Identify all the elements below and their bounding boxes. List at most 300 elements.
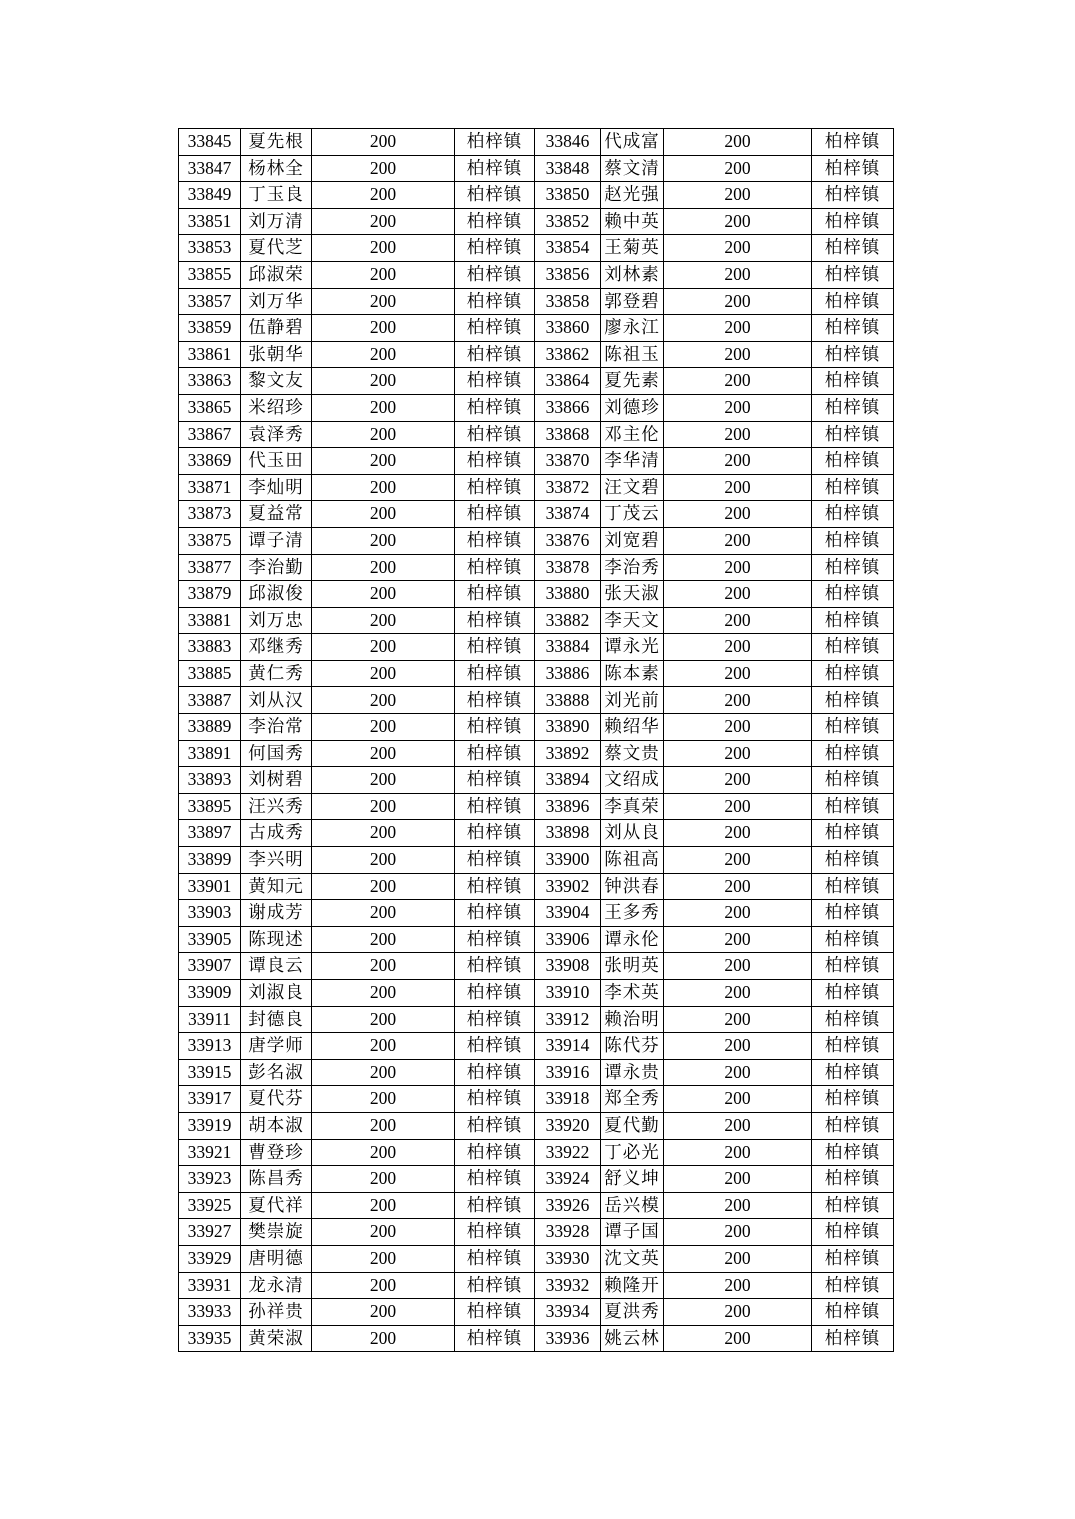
cell-name-left: 黄荣淑 [241, 1325, 312, 1352]
cell-name-left: 李兴明 [241, 847, 312, 874]
cell-amount-right: 200 [664, 660, 812, 687]
cell-serial-right: 33854 [535, 235, 601, 262]
table-row [179, 1112, 894, 1139]
cell-amount-left: 200 [312, 182, 455, 209]
cell-amount-left: 200 [312, 793, 455, 820]
cell-serial-right: 33886 [535, 660, 601, 687]
cell-name-left: 黄仁秀 [241, 660, 312, 687]
cell-serial-right: 33910 [535, 980, 601, 1007]
cell-amount-left: 200 [312, 873, 455, 900]
cell-serial-left: 33881 [179, 607, 241, 634]
cell-name-right: 张明英 [601, 953, 664, 980]
cell-name-right: 谭永光 [601, 634, 664, 661]
cell-name-left: 唐学师 [241, 1033, 312, 1060]
cell-serial-left: 33891 [179, 740, 241, 767]
table-row [179, 687, 894, 714]
cell-name-left: 陈昌秀 [241, 1166, 312, 1193]
cell-town-right: 柏梓镇 [812, 235, 894, 262]
cell-town-left: 柏梓镇 [455, 714, 535, 741]
cell-town-left: 柏梓镇 [455, 873, 535, 900]
cell-name-left: 曹登珍 [241, 1139, 312, 1166]
cell-town-left: 柏梓镇 [455, 261, 535, 288]
table-row [179, 341, 894, 368]
table-row [179, 1166, 894, 1193]
cell-serial-left: 33897 [179, 820, 241, 847]
cell-name-right: 赖中英 [601, 208, 664, 235]
cell-serial-right: 33882 [535, 607, 601, 634]
cell-serial-left: 33929 [179, 1245, 241, 1272]
cell-serial-right: 33892 [535, 740, 601, 767]
cell-serial-left: 33923 [179, 1166, 241, 1193]
cell-amount-right: 200 [664, 1139, 812, 1166]
cell-amount-left: 200 [312, 288, 455, 315]
cell-name-left: 封德良 [241, 1006, 312, 1033]
cell-serial-left: 33899 [179, 847, 241, 874]
cell-serial-left: 33885 [179, 660, 241, 687]
cell-town-right: 柏梓镇 [812, 288, 894, 315]
cell-name-left: 伍静碧 [241, 315, 312, 342]
table-row [179, 660, 894, 687]
cell-amount-left: 200 [312, 1166, 455, 1193]
cell-town-right: 柏梓镇 [812, 687, 894, 714]
cell-town-left: 柏梓镇 [455, 980, 535, 1007]
cell-town-left: 柏梓镇 [455, 1166, 535, 1193]
cell-name-right: 赖隆开 [601, 1272, 664, 1299]
cell-serial-left: 33853 [179, 235, 241, 262]
table-row [179, 554, 894, 581]
cell-serial-left: 33855 [179, 261, 241, 288]
cell-town-right: 柏梓镇 [812, 660, 894, 687]
cell-name-left: 刘万华 [241, 288, 312, 315]
cell-amount-left: 200 [312, 129, 455, 156]
cell-town-right: 柏梓镇 [812, 847, 894, 874]
cell-amount-left: 200 [312, 315, 455, 342]
table-row [179, 1059, 894, 1086]
cell-town-right: 柏梓镇 [812, 129, 894, 156]
cell-name-left: 刘万清 [241, 208, 312, 235]
table-row [179, 182, 894, 209]
cell-name-left: 黄知元 [241, 873, 312, 900]
cell-name-left: 陈现述 [241, 926, 312, 953]
cell-serial-left: 33933 [179, 1299, 241, 1326]
table-row [179, 129, 894, 156]
cell-name-right: 夏代勤 [601, 1112, 664, 1139]
cell-town-left: 柏梓镇 [455, 288, 535, 315]
cell-town-left: 柏梓镇 [455, 421, 535, 448]
cell-amount-right: 200 [664, 847, 812, 874]
cell-amount-right: 200 [664, 926, 812, 953]
cell-amount-right: 200 [664, 394, 812, 421]
cell-serial-right: 33902 [535, 873, 601, 900]
cell-town-left: 柏梓镇 [455, 1033, 535, 1060]
cell-town-right: 柏梓镇 [812, 1219, 894, 1246]
cell-serial-left: 33873 [179, 501, 241, 528]
cell-town-left: 柏梓镇 [455, 448, 535, 475]
cell-serial-left: 33889 [179, 714, 241, 741]
cell-amount-right: 200 [664, 182, 812, 209]
cell-name-right: 陈本素 [601, 660, 664, 687]
cell-town-left: 柏梓镇 [455, 394, 535, 421]
cell-amount-right: 200 [664, 368, 812, 395]
cell-name-right: 李华清 [601, 448, 664, 475]
cell-town-left: 柏梓镇 [455, 1059, 535, 1086]
cell-amount-right: 200 [664, 288, 812, 315]
cell-name-right: 丁茂云 [601, 501, 664, 528]
cell-town-right: 柏梓镇 [812, 527, 894, 554]
cell-serial-left: 33905 [179, 926, 241, 953]
cell-serial-right: 33888 [535, 687, 601, 714]
cell-name-right: 李天文 [601, 607, 664, 634]
cell-serial-left: 33931 [179, 1272, 241, 1299]
cell-name-right: 赵光强 [601, 182, 664, 209]
cell-name-right: 邓主伦 [601, 421, 664, 448]
cell-amount-left: 200 [312, 448, 455, 475]
cell-name-left: 孙祥贵 [241, 1299, 312, 1326]
cell-town-left: 柏梓镇 [455, 634, 535, 661]
cell-town-left: 柏梓镇 [455, 474, 535, 501]
cell-amount-left: 200 [312, 421, 455, 448]
table-row [179, 581, 894, 608]
cell-town-left: 柏梓镇 [455, 1245, 535, 1272]
cell-serial-right: 33856 [535, 261, 601, 288]
cell-town-left: 柏梓镇 [455, 687, 535, 714]
cell-serial-left: 33877 [179, 554, 241, 581]
cell-name-right: 赖绍华 [601, 714, 664, 741]
cell-amount-left: 200 [312, 1006, 455, 1033]
cell-amount-left: 200 [312, 607, 455, 634]
cell-amount-left: 200 [312, 554, 455, 581]
table-row [179, 793, 894, 820]
cell-town-left: 柏梓镇 [455, 740, 535, 767]
cell-town-left: 柏梓镇 [455, 182, 535, 209]
cell-town-left: 柏梓镇 [455, 235, 535, 262]
cell-name-right: 钟洪春 [601, 873, 664, 900]
cell-name-right: 蔡文清 [601, 155, 664, 182]
cell-town-left: 柏梓镇 [455, 129, 535, 156]
cell-amount-right: 200 [664, 1166, 812, 1193]
cell-amount-right: 200 [664, 793, 812, 820]
cell-name-left: 李灿明 [241, 474, 312, 501]
cell-amount-right: 200 [664, 261, 812, 288]
table-row [179, 740, 894, 767]
cell-serial-right: 33916 [535, 1059, 601, 1086]
cell-amount-right: 200 [664, 554, 812, 581]
cell-town-right: 柏梓镇 [812, 501, 894, 528]
cell-amount-right: 200 [664, 527, 812, 554]
cell-amount-right: 200 [664, 341, 812, 368]
cell-serial-left: 33863 [179, 368, 241, 395]
cell-name-right: 廖永江 [601, 315, 664, 342]
cell-town-left: 柏梓镇 [455, 341, 535, 368]
cell-name-left: 邓继秀 [241, 634, 312, 661]
cell-town-right: 柏梓镇 [812, 1299, 894, 1326]
cell-name-left: 代玉田 [241, 448, 312, 475]
cell-serial-right: 33920 [535, 1112, 601, 1139]
cell-amount-right: 200 [664, 607, 812, 634]
cell-town-left: 柏梓镇 [455, 1086, 535, 1113]
cell-serial-right: 33858 [535, 288, 601, 315]
cell-name-right: 文绍成 [601, 767, 664, 794]
cell-amount-left: 200 [312, 1192, 455, 1219]
cell-town-right: 柏梓镇 [812, 474, 894, 501]
cell-name-right: 刘从良 [601, 820, 664, 847]
cell-serial-right: 33898 [535, 820, 601, 847]
cell-town-right: 柏梓镇 [812, 1139, 894, 1166]
cell-serial-right: 33904 [535, 900, 601, 927]
cell-town-left: 柏梓镇 [455, 501, 535, 528]
cell-serial-right: 33870 [535, 448, 601, 475]
cell-name-left: 古成秀 [241, 820, 312, 847]
cell-amount-right: 200 [664, 634, 812, 661]
cell-town-left: 柏梓镇 [455, 1299, 535, 1326]
table-row [179, 315, 894, 342]
cell-serial-left: 33935 [179, 1325, 241, 1352]
payment-roster-table [178, 128, 894, 1352]
table-row [179, 1139, 894, 1166]
cell-name-right: 王菊英 [601, 235, 664, 262]
cell-serial-right: 33922 [535, 1139, 601, 1166]
cell-name-left: 刘淑良 [241, 980, 312, 1007]
cell-amount-right: 200 [664, 1219, 812, 1246]
cell-town-right: 柏梓镇 [812, 581, 894, 608]
cell-serial-left: 33869 [179, 448, 241, 475]
table-row [179, 448, 894, 475]
cell-amount-right: 200 [664, 1059, 812, 1086]
cell-name-left: 何国秀 [241, 740, 312, 767]
cell-name-left: 夏代芝 [241, 235, 312, 262]
cell-town-left: 柏梓镇 [455, 315, 535, 342]
cell-town-left: 柏梓镇 [455, 368, 535, 395]
cell-amount-right: 200 [664, 421, 812, 448]
cell-name-right: 陈祖玉 [601, 341, 664, 368]
cell-serial-right: 33848 [535, 155, 601, 182]
cell-town-right: 柏梓镇 [812, 1059, 894, 1086]
cell-name-left: 胡本淑 [241, 1112, 312, 1139]
cell-name-right: 谭永贵 [601, 1059, 664, 1086]
table-row [179, 1325, 894, 1352]
cell-serial-right: 33906 [535, 926, 601, 953]
cell-town-right: 柏梓镇 [812, 421, 894, 448]
cell-serial-left: 33927 [179, 1219, 241, 1246]
cell-town-right: 柏梓镇 [812, 448, 894, 475]
table-row [179, 634, 894, 661]
cell-serial-left: 33865 [179, 394, 241, 421]
cell-town-left: 柏梓镇 [455, 793, 535, 820]
cell-amount-right: 200 [664, 1245, 812, 1272]
cell-name-right: 李术英 [601, 980, 664, 1007]
cell-amount-left: 200 [312, 980, 455, 1007]
cell-amount-right: 200 [664, 1112, 812, 1139]
cell-town-right: 柏梓镇 [812, 607, 894, 634]
cell-name-right: 张天淑 [601, 581, 664, 608]
cell-amount-left: 200 [312, 767, 455, 794]
cell-serial-right: 33880 [535, 581, 601, 608]
cell-name-left: 谢成芳 [241, 900, 312, 927]
cell-town-left: 柏梓镇 [455, 1006, 535, 1033]
cell-serial-left: 33867 [179, 421, 241, 448]
cell-town-right: 柏梓镇 [812, 980, 894, 1007]
cell-amount-right: 200 [664, 1299, 812, 1326]
cell-amount-left: 200 [312, 1299, 455, 1326]
cell-name-right: 谭永伦 [601, 926, 664, 953]
table-row [179, 900, 894, 927]
cell-name-right: 谭子国 [601, 1219, 664, 1246]
cell-town-right: 柏梓镇 [812, 873, 894, 900]
cell-name-right: 沈文英 [601, 1245, 664, 1272]
cell-name-left: 杨林全 [241, 155, 312, 182]
cell-serial-right: 33874 [535, 501, 601, 528]
cell-serial-right: 33890 [535, 714, 601, 741]
cell-town-left: 柏梓镇 [455, 208, 535, 235]
cell-name-left: 夏益常 [241, 501, 312, 528]
cell-town-right: 柏梓镇 [812, 554, 894, 581]
cell-town-right: 柏梓镇 [812, 208, 894, 235]
cell-name-right: 李治秀 [601, 554, 664, 581]
cell-amount-left: 200 [312, 660, 455, 687]
cell-serial-right: 33932 [535, 1272, 601, 1299]
cell-name-right: 郭登碧 [601, 288, 664, 315]
cell-town-left: 柏梓镇 [455, 926, 535, 953]
cell-serial-right: 33914 [535, 1033, 601, 1060]
cell-serial-left: 33893 [179, 767, 241, 794]
cell-name-left: 汪兴秀 [241, 793, 312, 820]
cell-serial-left: 33919 [179, 1112, 241, 1139]
cell-name-left: 邱淑荣 [241, 261, 312, 288]
cell-town-right: 柏梓镇 [812, 900, 894, 927]
cell-town-right: 柏梓镇 [812, 1086, 894, 1113]
table-row [179, 527, 894, 554]
cell-town-right: 柏梓镇 [812, 182, 894, 209]
cell-serial-left: 33875 [179, 527, 241, 554]
cell-name-left: 夏代芬 [241, 1086, 312, 1113]
table-row [179, 1299, 894, 1326]
cell-amount-left: 200 [312, 687, 455, 714]
table-row [179, 926, 894, 953]
table-row [179, 501, 894, 528]
cell-name-left: 樊崇旋 [241, 1219, 312, 1246]
cell-name-left: 刘从汉 [241, 687, 312, 714]
table-row [179, 368, 894, 395]
cell-serial-right: 33878 [535, 554, 601, 581]
cell-name-right: 蔡文贵 [601, 740, 664, 767]
cell-name-left: 龙永清 [241, 1272, 312, 1299]
cell-amount-right: 200 [664, 1086, 812, 1113]
cell-name-right: 郑全秀 [601, 1086, 664, 1113]
table-row [179, 474, 894, 501]
cell-serial-left: 33857 [179, 288, 241, 315]
cell-town-right: 柏梓镇 [812, 1112, 894, 1139]
table-row [179, 767, 894, 794]
cell-serial-right: 33926 [535, 1192, 601, 1219]
cell-serial-right: 33918 [535, 1086, 601, 1113]
table-row [179, 953, 894, 980]
cell-serial-left: 33907 [179, 953, 241, 980]
table-row [179, 1033, 894, 1060]
cell-serial-right: 33862 [535, 341, 601, 368]
cell-town-left: 柏梓镇 [455, 581, 535, 608]
cell-serial-left: 33915 [179, 1059, 241, 1086]
cell-name-right: 陈代芬 [601, 1033, 664, 1060]
cell-serial-right: 33866 [535, 394, 601, 421]
cell-amount-left: 200 [312, 1272, 455, 1299]
cell-serial-right: 33894 [535, 767, 601, 794]
cell-amount-left: 200 [312, 394, 455, 421]
cell-amount-right: 200 [664, 1033, 812, 1060]
cell-town-left: 柏梓镇 [455, 900, 535, 927]
cell-amount-right: 200 [664, 953, 812, 980]
cell-serial-left: 33901 [179, 873, 241, 900]
cell-amount-left: 200 [312, 1325, 455, 1352]
table-row [179, 1245, 894, 1272]
cell-town-left: 柏梓镇 [455, 820, 535, 847]
cell-amount-left: 200 [312, 341, 455, 368]
cell-amount-right: 200 [664, 714, 812, 741]
cell-town-left: 柏梓镇 [455, 1325, 535, 1352]
cell-amount-left: 200 [312, 740, 455, 767]
cell-town-right: 柏梓镇 [812, 953, 894, 980]
cell-name-left: 夏代祥 [241, 1192, 312, 1219]
cell-town-right: 柏梓镇 [812, 261, 894, 288]
cell-amount-right: 200 [664, 1272, 812, 1299]
cell-serial-right: 33864 [535, 368, 601, 395]
cell-amount-right: 200 [664, 155, 812, 182]
cell-name-right: 夏洪秀 [601, 1299, 664, 1326]
cell-name-right: 刘宽碧 [601, 527, 664, 554]
table-row [179, 714, 894, 741]
table-row [179, 820, 894, 847]
cell-town-left: 柏梓镇 [455, 1219, 535, 1246]
cell-name-right: 李真荣 [601, 793, 664, 820]
cell-name-left: 李治常 [241, 714, 312, 741]
cell-town-left: 柏梓镇 [455, 1192, 535, 1219]
cell-amount-left: 200 [312, 900, 455, 927]
cell-town-left: 柏梓镇 [455, 155, 535, 182]
cell-town-right: 柏梓镇 [812, 1006, 894, 1033]
cell-name-right: 刘林素 [601, 261, 664, 288]
cell-amount-right: 200 [664, 581, 812, 608]
cell-serial-left: 33895 [179, 793, 241, 820]
cell-amount-left: 200 [312, 527, 455, 554]
cell-amount-left: 200 [312, 155, 455, 182]
cell-amount-right: 200 [664, 1006, 812, 1033]
cell-amount-right: 200 [664, 767, 812, 794]
table-row [179, 980, 894, 1007]
table-row [179, 1272, 894, 1299]
cell-town-right: 柏梓镇 [812, 1033, 894, 1060]
cell-amount-left: 200 [312, 1086, 455, 1113]
table-row [179, 873, 894, 900]
cell-name-right: 刘光前 [601, 687, 664, 714]
cell-serial-left: 33913 [179, 1033, 241, 1060]
cell-amount-right: 200 [664, 900, 812, 927]
cell-serial-left: 33859 [179, 315, 241, 342]
cell-amount-right: 200 [664, 448, 812, 475]
cell-town-left: 柏梓镇 [455, 847, 535, 874]
cell-town-right: 柏梓镇 [812, 155, 894, 182]
table-row [179, 235, 894, 262]
cell-amount-left: 200 [312, 1059, 455, 1086]
cell-town-right: 柏梓镇 [812, 634, 894, 661]
cell-name-left: 米绍珍 [241, 394, 312, 421]
cell-name-right: 陈祖高 [601, 847, 664, 874]
table-row [179, 155, 894, 182]
cell-serial-left: 33861 [179, 341, 241, 368]
cell-serial-right: 33872 [535, 474, 601, 501]
cell-name-right: 舒义坤 [601, 1166, 664, 1193]
cell-town-left: 柏梓镇 [455, 607, 535, 634]
cell-name-right: 汪文碧 [601, 474, 664, 501]
cell-amount-left: 200 [312, 953, 455, 980]
